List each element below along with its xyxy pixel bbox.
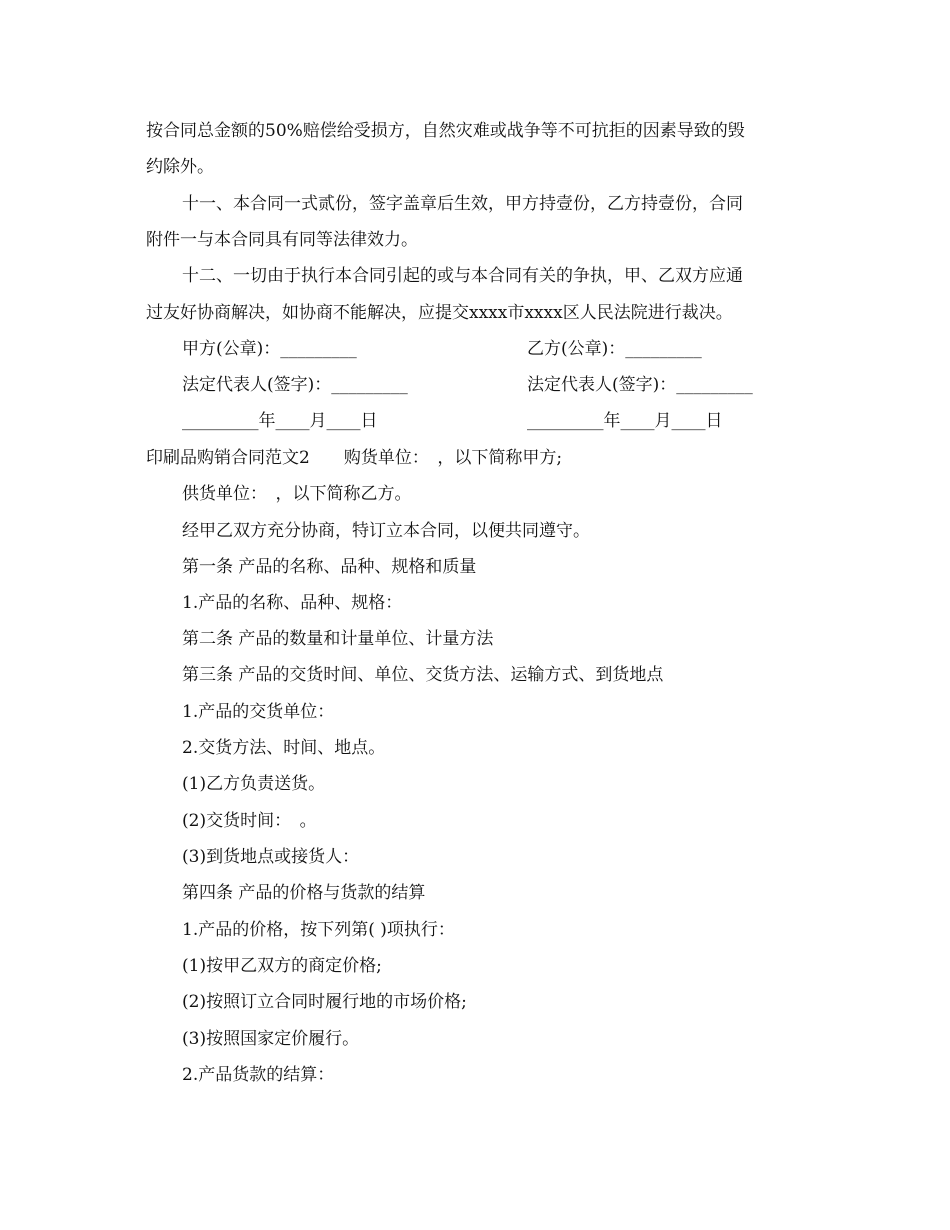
- supplier-line: 供货单位： ，以下简称乙方。: [182, 484, 412, 504]
- party-b-representative: 法定代表人(签字)：_________: [527, 375, 753, 395]
- clause-11-line-1: 十一、本合同一式贰份，签字盖章后生效，甲方持壹份，乙方持壹份，合同: [182, 194, 743, 214]
- clause-12-line-2: 过友好协商解决，如协商不能解决，应提交xxxx市xxxx区人民法院进行裁决。: [146, 303, 733, 323]
- article-3-subitem-2: (2)交货时间： 。: [182, 811, 317, 831]
- article-4-item-2: 2.产品货款的结算：: [182, 1065, 335, 1085]
- article-3-item-1: 1.产品的交货单位：: [182, 702, 335, 722]
- article-3-heading: 第三条 产品的交货时间、单位、交货方法、运输方式、到货地点: [182, 665, 664, 685]
- article-3-subitem-1: (1)乙方负责送货。: [182, 774, 326, 794]
- article-4-heading: 第四条 产品的价格与货款的结算: [182, 883, 426, 903]
- clause-12-line-1: 十二、一切由于执行本合同引起的或与本合同有关的争执，甲、乙双方应通: [182, 266, 743, 286]
- article-4-item-1: 1.产品的价格，按下列第( )项执行：: [182, 920, 455, 940]
- party-b-date: _________年____月____日: [527, 411, 723, 431]
- party-a-date: _________年____月____日: [182, 411, 378, 431]
- party-a-representative: 法定代表人(签字)：_________: [182, 375, 408, 395]
- contract-title-line: 印刷品购销合同范文2 购货单位： ，以下简称甲方;: [146, 448, 563, 468]
- party-b-seal: 乙方(公章)：_________: [527, 339, 702, 359]
- article-1-heading: 第一条 产品的名称、品种、规格和质量: [182, 557, 477, 577]
- article-4-subitem-3: (3)按照国家定价履行。: [182, 1029, 360, 1049]
- article-1-item-1: 1.产品的名称、品种、规格：: [182, 593, 403, 613]
- article-2-heading: 第二条 产品的数量和计量单位、计量方法: [182, 629, 494, 649]
- article-3-item-2: 2.交货方法、时间、地点。: [182, 738, 386, 758]
- article-4-subitem-1: (1)按甲乙双方的商定价格;: [182, 956, 382, 976]
- intro-line-2: 约除外。: [146, 157, 214, 177]
- clause-11-line-2: 附件一与本合同具有同等法律效力。: [146, 230, 418, 250]
- agreement-line: 经甲乙双方充分协商，特订立本合同，以便共同遵守。: [182, 521, 590, 541]
- intro-line-1: 按合同总金额的50%赔偿给受损方，自然灾难或战争等不可抗拒的因素导致的毁: [146, 121, 745, 141]
- article-3-subitem-3: (3)到货地点或接货人：: [182, 847, 360, 867]
- article-4-subitem-2: (2)按照订立合同时履行地的市场价格;: [182, 992, 467, 1012]
- party-a-seal: 甲方(公章)：_________: [182, 339, 357, 359]
